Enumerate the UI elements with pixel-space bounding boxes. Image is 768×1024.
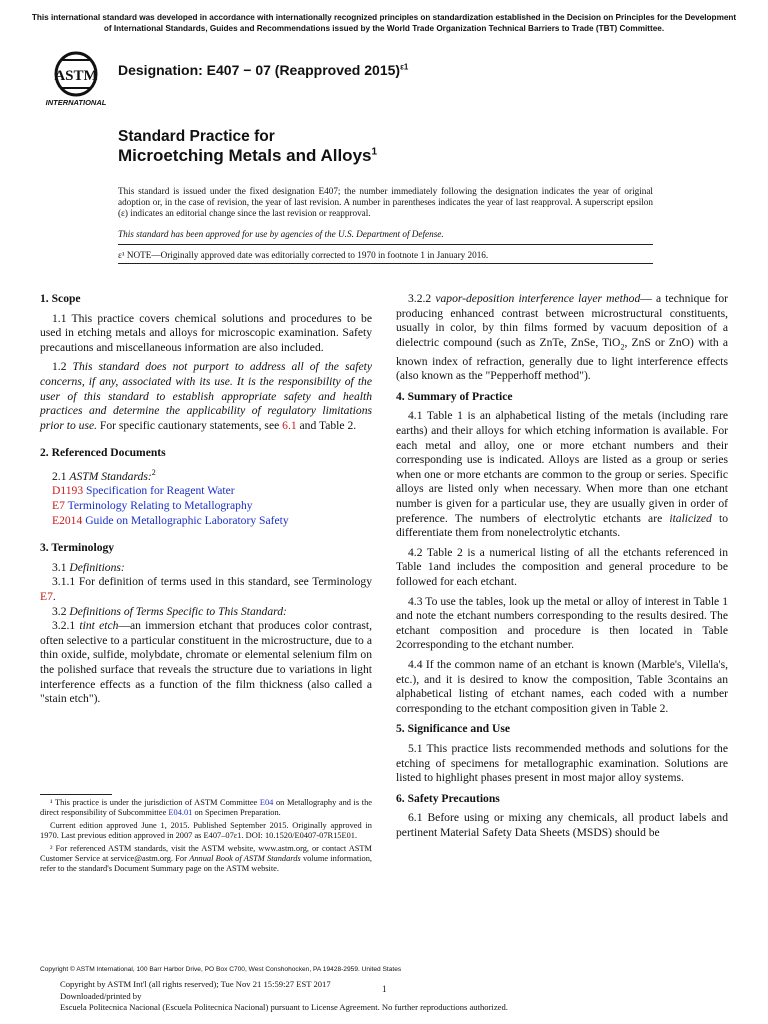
title-footnote-mark: 1 bbox=[371, 146, 378, 158]
footer-line-1: Copyright by ASTM Int'l (all rights reserved); Tue Nov 21 15:59:27 EST 2017 bbox=[60, 979, 331, 989]
fn2-text-b: volume information, refer to the standard's Document Summary page on the ASTM website. bbox=[40, 854, 372, 874]
footnote-1-current: Current edition approved June 1, 2015. Published September 2015. Originally approved in 1970. Last previous edition approved in 2007 as E407–07ε1. DOI: 10.1520/E0407-07R15E01. bbox=[40, 820, 372, 841]
page-number: 1 bbox=[382, 984, 387, 994]
footnote-rule bbox=[40, 794, 112, 795]
s2-1-num: 2.1 bbox=[52, 469, 70, 483]
s4-1-end: to differentiate them from nonelectrolytic etchants. bbox=[396, 511, 728, 540]
s1-2-num: 1.2 bbox=[52, 360, 73, 374]
section-3-heading: 3. Terminology bbox=[40, 541, 115, 555]
s1-2-tail-b: and Table 2. bbox=[296, 418, 357, 432]
title-line2 bbox=[118, 146, 377, 166]
s3-2-1-term: tint etch bbox=[79, 619, 119, 633]
section-3-1-1 bbox=[40, 575, 372, 604]
section-3-1 bbox=[40, 561, 372, 576]
section-4-4: 4.4 If the common name of an etchant is known (Marble's, Vilella's, etc.), and it is desired to know the composition, Table 3contains an alphabetical listing of etchant names, each coded with a number corresponding to the etchant composition given in Table 2. bbox=[396, 657, 728, 715]
dod-approval: This standard has been approved for use by agencies of the U.S. Department of Defense. bbox=[118, 229, 444, 239]
ref-entry bbox=[40, 499, 372, 514]
s3-2-2-body-a: — a technique for producing enhanced contrast between microstructural constituents, usually in color, by thin films formed by vacuum deposition of a dielectric compound (such as ZnTe, ZnSe, TiO bbox=[396, 292, 728, 349]
astm-logo bbox=[40, 50, 112, 108]
fn1-link-e04[interactable]: E04 bbox=[259, 798, 274, 807]
logo-mark-text: ASTM bbox=[54, 68, 98, 84]
footnote-1 bbox=[40, 798, 372, 819]
title-main: Microetching Metals and Alloys bbox=[118, 146, 372, 165]
ref-code-d1193[interactable]: D1193 bbox=[52, 484, 84, 498]
right-column bbox=[396, 292, 728, 841]
s4-1-text: 4.1 Table 1 is an alphabetical listing of the metals (including rare earths) and their alloys for which etching information is available. For each metal and alloy, one or more etchant numbers and their corresponding use is indicated. Alloys are listed as a group or series when one or more etchants are common to the group or series. Specific alloys are listed only when necessary. When more than one etchant number is given for a particular use, they are usually given in order of preference. The numbers of electrolytic etchants are bbox=[396, 409, 728, 525]
s3-1-num: 3.1 bbox=[52, 560, 70, 574]
s1-2-tail-a: For specific cautionary statements, see bbox=[97, 418, 283, 432]
divider-bottom bbox=[118, 263, 653, 264]
section-5-1: 5.1 This practice lists recommended methods and solutions for the etching of specimens for metallographic examination. Solutions are listed to highlight phases present in most major alloy systems. bbox=[396, 741, 728, 785]
section-1-2 bbox=[40, 360, 372, 433]
section-2-heading: 2. Referenced Documents bbox=[40, 446, 166, 460]
s3-2-1-body: —an immersion etchant that produces color contrast, often selective to a particular constituent in the microstructure, due to a thin oxide, sulfide, molybdate, chromate or elemental selenium film on the polished surface that reveals the structure due to variations in light interference effects as a function of the film thickness (also called a "stain etch"). bbox=[40, 619, 373, 706]
section-4-heading: 4. Summary of Practice bbox=[396, 389, 513, 403]
ref-code-e2014[interactable]: E2014 bbox=[52, 513, 83, 527]
s3-2-2-term: vapor-deposition interference layer method bbox=[435, 292, 641, 305]
designation bbox=[118, 62, 408, 78]
fn1-text-c: on Specimen Preparation. bbox=[192, 808, 281, 818]
s1-2-italic: This standard does not purport to address all of the safety concerns, if any, associated with its use. It is the responsibility of the user of this standard to establish appropriate safety and health practices and determine the applicability of regulatory limitations prior to use. bbox=[40, 360, 373, 432]
footnotes bbox=[40, 798, 372, 875]
footer-line-3: Escuela Politecnica Nacional (Escuela Politecnica Nacional) pursuant to License Agreement. No further reproductions authorized. bbox=[60, 1002, 508, 1013]
fn1-link-e04-01[interactable]: E04.01 bbox=[168, 808, 193, 818]
fn1-text-b: on Metallography and is the direct responsibility of Subcommittee bbox=[40, 798, 372, 818]
section-3-2-1 bbox=[40, 619, 372, 707]
ref-title-d1193[interactable]: Specification for Reagent Water bbox=[86, 484, 235, 498]
footer-line-2: Downloaded/printed by bbox=[60, 990, 142, 1001]
intro-paragraph: This standard is issued under the fixed designation E407; the number immediately following the designation indicates the year of original adoption or, in the case of revision, the year of last revision. A number in parentheses indicates the year of last reapproval. A superscript epsilon (ε) indicates an editorial change since the last revision or reapproval. bbox=[118, 186, 653, 218]
title-line1: Standard Practice for bbox=[118, 128, 275, 145]
fn1-text-a: ¹ This practice is under the jurisdiction of ASTM Committee bbox=[50, 798, 260, 807]
ref-link-e7[interactable]: E7 bbox=[40, 589, 53, 603]
s2-1-italic: ASTM Standards: bbox=[69, 469, 152, 483]
left-column bbox=[40, 292, 372, 707]
divider-top bbox=[118, 244, 653, 245]
s3-1-1-text: 3.1.1 For definition of terms used in this standard, see Terminology bbox=[52, 575, 372, 589]
designation-sup: ε1 bbox=[400, 62, 409, 72]
section-6-heading: 6. Safety Precautions bbox=[396, 791, 500, 805]
logo-word-text: INTERNATIONAL bbox=[45, 98, 107, 107]
s3-2-2-sub: 2 bbox=[620, 342, 625, 352]
s3-2-italic: Definitions of Terms Specific to This Standard: bbox=[69, 604, 287, 618]
fn2-text-a: ² For referenced ASTM standards, visit the ASTM website, www.astm.org, or contact ASTM Customer Service at service@astm.org. For bbox=[40, 843, 372, 864]
copyright-line: Copyright © ASTM International, 100 Barr Harbor Drive, PO Box C700, West Conshohocken, PA 19428-2959. United States bbox=[40, 966, 402, 973]
fn2-italic: Annual Book of ASTM Standards bbox=[189, 854, 301, 864]
section-3-2-2 bbox=[396, 292, 728, 384]
s3-2-2-body-b: , ZnS or ZnO) with a known index of refraction, generally due to light interference effects (also known as the "Pepperhoff method"). bbox=[396, 335, 728, 383]
section-3-2 bbox=[40, 605, 372, 620]
section-6-1: 6.1 Before using or mixing any chemicals, all product labels and pertinent Material Safety Data Sheets (MSDS) should be bbox=[396, 811, 728, 839]
ref-title-e2014[interactable]: Guide on Metallographic Laboratory Safety bbox=[85, 513, 289, 527]
s3-1-italic: Definitions: bbox=[69, 560, 125, 574]
s3-2-num: 3.2 bbox=[52, 604, 70, 618]
editorial-note: ε¹ NOTE—Originally approved date was editorially corrected to 1970 in footnote 1 in January 2016. bbox=[118, 250, 489, 260]
s4-1-italic: italicized bbox=[669, 511, 712, 525]
footnote-2 bbox=[40, 844, 372, 875]
s2-1-sup: 2 bbox=[151, 467, 156, 477]
ref-entry bbox=[40, 514, 372, 529]
ref-title-e7[interactable]: Terminology Relating to Metallography bbox=[67, 498, 253, 512]
section-4-2: 4.2 Table 2 is a numerical listing of all the etchants referenced in Table 1and includes the composition and general procedure to be followed for each etchant. bbox=[396, 545, 728, 588]
ref-link-6-1[interactable]: 6.1 bbox=[282, 418, 297, 432]
s3-2-2-num: 3.2.2 bbox=[408, 292, 436, 305]
s3-2-1-num: 3.2.1 bbox=[52, 619, 80, 633]
designation-text: Designation: E407 − 07 (Reapproved 2015) bbox=[118, 62, 401, 78]
section-1-heading: 1. Scope bbox=[40, 292, 81, 305]
section-4-1 bbox=[396, 409, 728, 540]
section-4-3: 4.3 To use the tables, look up the metal or alloy of interest in Table 1 and note the etchant numbers corresponding to the results desired. The etchant composition and procedure is then located in Table 2corresponding to the etchant number. bbox=[396, 594, 728, 652]
ref-entry bbox=[40, 484, 372, 499]
download-footer bbox=[60, 979, 508, 1014]
astm-logo-mark bbox=[40, 50, 112, 108]
section-1-1: 1.1 This practice covers chemical solutions and procedures to be used in etching metals and alloys for microscopic examination. Safety precautions and miscellaneous information are also included. bbox=[40, 311, 372, 354]
section-5-heading: 5. Significance and Use bbox=[396, 722, 511, 736]
section-2-1 bbox=[40, 466, 372, 484]
ref-code-e7[interactable]: E7 bbox=[52, 498, 65, 512]
s3-1-1-end: . bbox=[52, 589, 56, 603]
tbt-banner: This international standard was developed in accordance with internationally recognized principles on standardization established in the Decision on Principles for the Development of International Standards, Guides and Recommendations issued by the World Trade Organization Technical Barriers to Trade (TBT) Committee. bbox=[31, 13, 737, 33]
